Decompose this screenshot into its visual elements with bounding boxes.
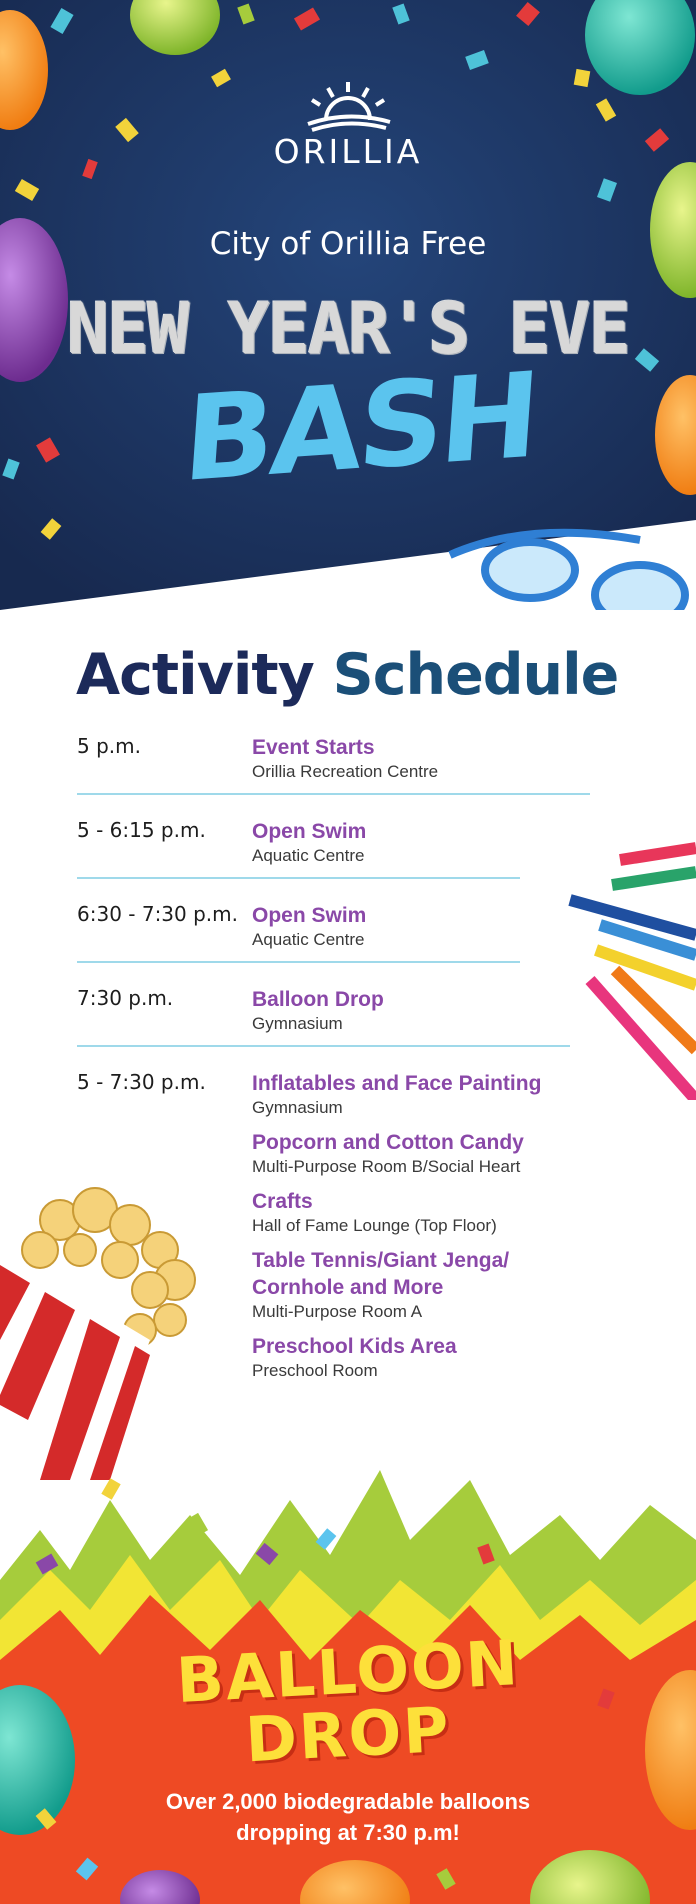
swim-goggles bbox=[450, 533, 685, 610]
balloon-drop-heading-line2: DROP bbox=[243, 1692, 453, 1777]
activity-title: Balloon Drop bbox=[252, 988, 384, 1011]
activity-location: Multi-Purpose Room A bbox=[252, 1302, 423, 1321]
activity-location: Hall of Fame Lounge (Top Floor) bbox=[252, 1216, 497, 1235]
bash-title bbox=[150, 345, 570, 509]
schedule-row bbox=[77, 734, 597, 795]
activity-title: Crafts bbox=[252, 1190, 313, 1213]
schedule-title-part1: Activity bbox=[76, 642, 314, 708]
activity-location: Gymnasium bbox=[252, 1014, 343, 1033]
subtitle: City of Orillia Free bbox=[209, 226, 487, 262]
row-time: 6:30 - 7:30 p.m. bbox=[77, 902, 239, 926]
row-time: 5 - 6:15 p.m. bbox=[77, 818, 206, 842]
description-line2: dropping at 7:30 p.m! bbox=[236, 1820, 460, 1845]
row-time: 7:30 p.m. bbox=[77, 986, 174, 1010]
schedule-title bbox=[76, 642, 618, 708]
schedule-list bbox=[77, 734, 597, 1392]
activity-location: Aquatic Centre bbox=[252, 930, 365, 949]
schedule-title-part2: Schedule bbox=[332, 642, 619, 708]
activity-title: Open Swim bbox=[252, 820, 367, 843]
event-title: NEW YEAR'S EVE bbox=[66, 288, 629, 370]
bash-text: BASH bbox=[179, 345, 541, 509]
activity-location: Gymnasium bbox=[252, 1098, 343, 1117]
activity-title: Inflatables and Face Painting bbox=[252, 1072, 542, 1095]
schedule-row bbox=[77, 1070, 597, 1382]
row-time: 5 - 7:30 p.m. bbox=[77, 1070, 206, 1094]
row-time: 5 p.m. bbox=[77, 734, 141, 758]
logo-text: ORILLIA bbox=[273, 132, 423, 171]
activity-location: Orillia Recreation Centre bbox=[252, 762, 439, 781]
activity-title: Table Tennis/Giant Jenga/ bbox=[252, 1249, 510, 1272]
sun-icon bbox=[298, 80, 398, 132]
activity-title: Preschool Kids Area bbox=[252, 1335, 457, 1358]
activity-location: Multi-Purpose Room B/Social Heart bbox=[252, 1157, 521, 1176]
divider bbox=[77, 793, 590, 795]
activity-location: Preschool Room bbox=[252, 1361, 378, 1380]
activity-title-line2: Cornhole and More bbox=[252, 1276, 444, 1299]
schedule-row bbox=[77, 986, 597, 1047]
activity-title: Open Swim bbox=[252, 904, 367, 927]
description-line1: Over 2,000 biodegradable balloons bbox=[165, 1789, 531, 1814]
divider bbox=[77, 877, 520, 879]
schedule-row bbox=[77, 902, 597, 963]
orillia-logo bbox=[0, 80, 696, 171]
balloon-drop-footer bbox=[0, 1460, 696, 1904]
schedule-row bbox=[77, 818, 597, 879]
activity-title: Popcorn and Cotton Candy bbox=[252, 1131, 524, 1154]
divider bbox=[77, 961, 520, 963]
header bbox=[0, 0, 696, 610]
balloon-drop-description bbox=[0, 1786, 696, 1848]
divider bbox=[77, 1045, 570, 1047]
activity-location: Aquatic Centre bbox=[252, 846, 365, 865]
activity-title: Event Starts bbox=[252, 736, 375, 759]
balloon-drop-heading-line1: BALLOON bbox=[174, 1626, 522, 1717]
